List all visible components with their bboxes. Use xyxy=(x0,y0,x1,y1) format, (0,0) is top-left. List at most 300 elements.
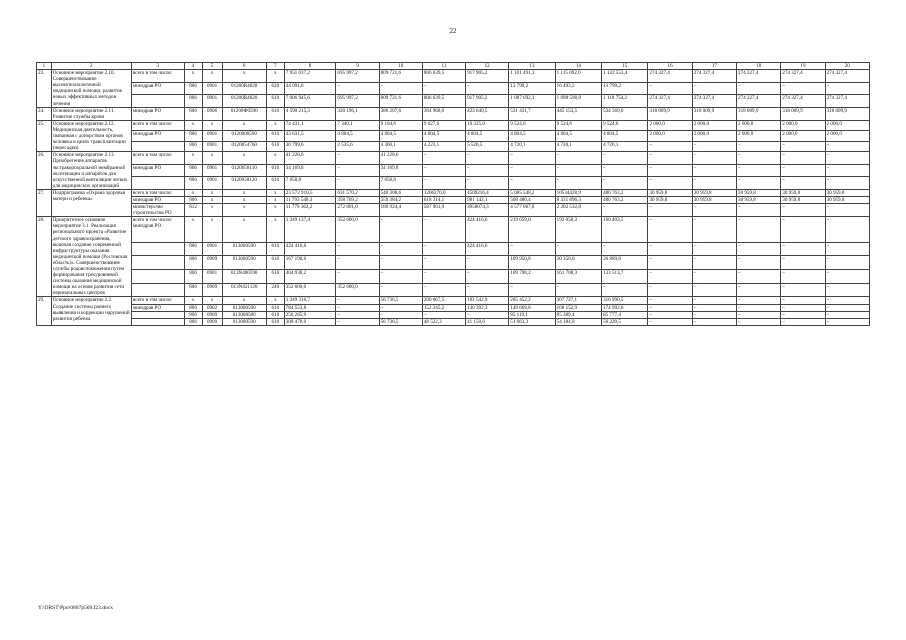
code-cell: х xyxy=(202,152,222,165)
code-cell: х xyxy=(222,204,266,217)
amount-cell: 133 513,7 xyxy=(602,270,648,284)
amount-cell: – xyxy=(466,270,509,284)
amount-cell: – xyxy=(781,152,825,165)
code-cell: 620 xyxy=(266,82,284,95)
table-row xyxy=(37,196,870,203)
amount-cell: – xyxy=(692,297,736,304)
row-number: 25. xyxy=(37,120,52,151)
amount-cell: 917 905,2 xyxy=(466,95,509,108)
amount-cell: 7 058,8 xyxy=(379,177,422,190)
amount-cell: – xyxy=(737,204,781,217)
amount-cell: 2 000,0 xyxy=(692,120,736,130)
amount-cell: – xyxy=(648,204,692,217)
amount-cell: – xyxy=(336,152,379,165)
amount-cell: 2 000,0 xyxy=(825,120,869,130)
code-cell: 240 xyxy=(266,283,284,297)
amount-cell: – xyxy=(737,177,781,190)
code-cell: 806 xyxy=(184,318,202,325)
executor-cell: минздрав РО xyxy=(131,164,184,177)
amount-cell: – xyxy=(422,217,465,242)
amount-cell: 7 906 945,6 xyxy=(284,95,336,108)
code-cell: 806 xyxy=(184,196,202,203)
amount-cell: – xyxy=(825,152,869,165)
code-cell: х xyxy=(222,70,266,83)
amount-cell: – xyxy=(422,82,465,95)
amount-cell: – xyxy=(336,318,379,325)
code-cell: 013008580 xyxy=(222,311,266,318)
code-cell: х xyxy=(266,189,284,196)
amount-cell: 424 416,6 xyxy=(466,217,509,242)
code-cell: х xyxy=(266,152,284,165)
amount-cell: 30 959,8 xyxy=(781,189,825,196)
executor-cell xyxy=(131,318,184,325)
amount-cell: – xyxy=(648,270,692,284)
amount-cell: – xyxy=(692,304,736,311)
amount-cell: 41 150,6 xyxy=(466,318,509,325)
amount-cell: 2 000,0 xyxy=(737,131,781,141)
code-cell: 610 xyxy=(266,131,284,141)
code-cell: 610 xyxy=(266,177,284,190)
header-cell: 10 xyxy=(379,63,422,70)
amount-cell: 30 959,8 xyxy=(781,196,825,203)
amount-cell: – xyxy=(466,283,509,297)
code-cell: 0120058110 xyxy=(222,164,266,177)
amount-cell: 41 228,6 xyxy=(379,152,422,165)
table-row xyxy=(37,177,870,190)
amount-cell: – xyxy=(781,256,825,270)
amount-cell: – xyxy=(825,141,869,152)
code-cell: 610 xyxy=(266,318,284,325)
measure-name: Основное мероприятие 2.11. Развитие службы крови xyxy=(51,107,131,120)
code-cell: 610 xyxy=(266,311,284,318)
code-cell: 0901 xyxy=(202,270,222,284)
table-row xyxy=(37,120,870,130)
code-cell: 013000590 xyxy=(222,242,266,256)
header-cell: 7 xyxy=(266,63,284,70)
code-cell: х xyxy=(202,217,222,242)
amount-cell: 274 327,4 xyxy=(825,70,869,83)
amount-cell: 9 524,6 xyxy=(555,120,601,130)
amount-cell: 41 228,6 xyxy=(284,152,336,165)
amount-cell: 109 950,8 xyxy=(509,256,555,270)
amount-cell: 1 087 692,1 xyxy=(509,95,555,108)
amount-cell: – xyxy=(555,242,601,256)
amount-cell: – xyxy=(692,164,736,177)
amount-cell: 54 184,8 xyxy=(555,318,601,325)
code-cell: 0120054760 xyxy=(222,141,266,152)
code-cell: х xyxy=(266,204,284,217)
table-row xyxy=(37,152,870,165)
amount-cell: – xyxy=(602,204,648,217)
amount-cell: 404 930,2 xyxy=(284,270,336,284)
header-cell: 1 xyxy=(37,63,52,70)
code-cell: 610 xyxy=(266,107,284,120)
code-cell: 013000590 xyxy=(222,304,266,311)
amount-cell: – xyxy=(781,164,825,177)
code-cell: 013000590 xyxy=(222,318,266,325)
amount-cell: 274 327,4 xyxy=(648,70,692,83)
header-cell: 16 xyxy=(648,63,692,70)
code-cell: х xyxy=(202,70,222,83)
amount-cell: – xyxy=(648,318,692,325)
amount-cell: 30 799,6 xyxy=(284,141,336,152)
amount-cell: 30 959,8 xyxy=(825,189,869,196)
amount-cell: – xyxy=(336,256,379,270)
code-cell: 013000590 xyxy=(222,256,266,270)
amount-cell: 161 708,3 xyxy=(555,270,601,284)
code-cell: 0906 xyxy=(202,107,222,120)
amount-cell: – xyxy=(336,311,379,318)
header-cell: 6 xyxy=(222,63,266,70)
code-cell: х xyxy=(202,189,222,196)
amount-cell: 809 721,6 xyxy=(379,95,422,108)
amount-cell: – xyxy=(781,177,825,190)
table-row xyxy=(37,304,870,311)
amount-cell: – xyxy=(602,242,648,256)
amount-cell: 318 009,9 xyxy=(692,107,736,120)
amount-cell: – xyxy=(555,177,601,190)
code-cell: 806 xyxy=(184,107,202,120)
amount-cell: – xyxy=(509,242,555,256)
amount-cell: 4 223,1 xyxy=(422,141,465,152)
amount-cell: – xyxy=(737,304,781,311)
code-cell: 610 xyxy=(266,256,284,270)
amount-cell: – xyxy=(825,164,869,177)
amount-cell: 318 009,9 xyxy=(648,107,692,120)
amount-cell: – xyxy=(648,177,692,190)
table-row xyxy=(37,217,870,242)
amount-cell: 1 349 137,4 xyxy=(284,217,336,242)
table-row xyxy=(37,131,870,141)
header-cell: 8 xyxy=(284,63,336,70)
amount-cell: – xyxy=(422,256,465,270)
amount-cell: – xyxy=(379,270,422,284)
amount-cell: 85 119,1 xyxy=(509,311,555,318)
header-cell: 17 xyxy=(692,63,736,70)
amount-cell: 1 098 598,8 xyxy=(555,95,601,108)
amount-cell: 4 360,1 xyxy=(379,141,422,152)
amount-cell: 109 708,2 xyxy=(509,270,555,284)
code-cell: х xyxy=(184,152,202,165)
executor-cell xyxy=(131,283,184,297)
amount-cell: – xyxy=(422,164,465,177)
amount-cell: 34 169,8 xyxy=(379,164,422,177)
code-cell: 812 xyxy=(184,204,202,217)
amount-cell: 34 169,8 xyxy=(284,164,336,177)
amount-cell: 618 314,1 xyxy=(422,196,465,203)
code-cell: 0909 xyxy=(202,256,222,270)
amount-cell: 256 285,9 xyxy=(284,311,336,318)
amount-cell: – xyxy=(648,164,692,177)
code-cell: 01200Ф0590 xyxy=(222,107,266,120)
amount-cell: – xyxy=(466,177,509,190)
code-cell: 806 xyxy=(184,311,202,318)
executor-cell: всего в том числе: xyxy=(131,120,184,130)
amount-cell: 30 959,8 xyxy=(737,196,781,203)
header-cell: 14 xyxy=(555,63,601,70)
header-cell: 18 xyxy=(737,63,781,70)
amount-cell: – xyxy=(379,304,422,311)
amount-cell: 274 327,4 xyxy=(648,95,692,108)
header-cell: 11 xyxy=(422,63,465,70)
amount-cell: 7 340,1 xyxy=(336,120,379,130)
table-row xyxy=(37,107,870,120)
code-cell: х xyxy=(222,196,266,203)
code-cell: 0901 xyxy=(202,177,222,190)
amount-cell: 4 804,5 xyxy=(555,131,601,141)
amount-cell: 30 959,8 xyxy=(737,189,781,196)
amount-cell: 168 152,9 xyxy=(555,304,601,311)
amount-cell: – xyxy=(692,82,736,95)
amount-cell: – xyxy=(466,82,509,95)
amount-cell: 1 118 754,2 xyxy=(602,95,648,108)
amount-cell: 10 325,0 xyxy=(466,120,509,130)
executor-cell: всего в том числе: минздрав РО xyxy=(131,217,184,242)
amount-cell: – xyxy=(648,283,692,297)
amount-cell: 74 431,1 xyxy=(284,120,336,130)
amount-cell: – xyxy=(692,283,736,297)
amount-cell: – xyxy=(692,141,736,152)
code-cell: 806 xyxy=(184,95,202,108)
code-cell: 806 xyxy=(184,141,202,152)
amount-cell: 30 959,8 xyxy=(648,196,692,203)
amount-cell: – xyxy=(422,242,465,256)
amount-cell: 359 384,2 xyxy=(379,196,422,203)
header-cell: 13 xyxy=(509,63,555,70)
amount-cell: 318 009,9 xyxy=(825,107,869,120)
table-row xyxy=(37,242,870,256)
code-cell: 610 xyxy=(266,95,284,108)
amount-cell: 9 027,6 xyxy=(422,120,465,130)
amount-cell: 1206270,0 xyxy=(422,189,465,196)
table-row xyxy=(37,70,870,83)
amount-cell: – xyxy=(648,217,692,242)
amount-cell: 352 600,0 xyxy=(336,217,379,242)
amount-cell: – xyxy=(781,242,825,256)
amount-cell: 587 961,9 xyxy=(422,204,465,217)
amount-cell: – xyxy=(737,152,781,165)
amount-cell: 424 416,6 xyxy=(284,242,336,256)
header-cell: 2 xyxy=(51,63,131,70)
amount-cell: – xyxy=(825,270,869,284)
code-cell: х xyxy=(202,120,222,130)
amount-cell: – xyxy=(602,283,648,297)
code-cell: 610 xyxy=(266,141,284,152)
amount-cell: 423 640,5 xyxy=(466,107,509,120)
amount-cell: – xyxy=(781,297,825,304)
code-cell: 0901 xyxy=(202,82,222,95)
amount-cell: 695 997,2 xyxy=(336,95,379,108)
amount-cell: 274 327,4 xyxy=(692,95,736,108)
header-cell: 9 xyxy=(336,63,379,70)
amount-cell: 2 535,6 xyxy=(336,141,379,152)
code-cell: 013N421120 xyxy=(222,283,266,297)
amount-cell: – xyxy=(648,152,692,165)
amount-cell: 4 804,5 xyxy=(422,131,465,141)
code-cell: 806 xyxy=(184,177,202,190)
code-cell: 013N400590 xyxy=(222,270,266,284)
code-cell: 01200R4020 xyxy=(222,95,266,108)
amount-cell: 7 951 037,2 xyxy=(284,70,336,83)
measure-name: Основное мероприятие 2.12. Медицинская деятельность, связанная с донорством органов человека в целях трансплантации (пересадки) xyxy=(51,120,131,151)
amount-cell: – xyxy=(825,82,869,95)
amount-cell: 10534428,9 xyxy=(555,189,601,196)
code-cell: 0901 xyxy=(202,141,222,152)
amount-cell: 23 572 910,5 xyxy=(284,189,336,196)
amount-cell: – xyxy=(825,217,869,242)
code-cell: х xyxy=(266,120,284,130)
code-cell: х xyxy=(222,120,266,130)
code-cell: 0902 xyxy=(202,304,222,311)
amount-cell: 140 392,3 xyxy=(466,304,509,311)
amount-cell: 274 327,4 xyxy=(737,70,781,83)
amount-cell: – xyxy=(555,164,601,177)
amount-cell: 4 590 215,3 xyxy=(284,107,336,120)
amount-cell: 13 799,2 xyxy=(602,82,648,95)
code-cell: х xyxy=(266,297,284,304)
code-cell: 0909 xyxy=(202,311,222,318)
amount-cell: 13 799,2 xyxy=(509,82,555,95)
amount-cell: 4509216,4 xyxy=(466,189,509,196)
amount-cell: 11 793 548,3 xyxy=(284,196,336,203)
amount-cell: 7 058,8 xyxy=(284,177,336,190)
amount-cell: 1 115 092,0 xyxy=(555,70,601,83)
amount-cell: – xyxy=(825,283,869,297)
amount-cell: 26 889,8 xyxy=(602,256,648,270)
amount-cell: 274 327,4 xyxy=(825,95,869,108)
amount-cell: 981 142,1 xyxy=(466,196,509,203)
amount-cell: – xyxy=(737,256,781,270)
amount-cell: – xyxy=(825,297,869,304)
amount-cell: 4 804,5 xyxy=(379,131,422,141)
executor-cell: министерство строительства РО xyxy=(131,204,184,217)
amount-cell: – xyxy=(781,204,825,217)
code-cell: 806 xyxy=(184,283,202,297)
table-row xyxy=(37,95,870,108)
code-cell: 0901 xyxy=(202,131,222,141)
amount-cell: 806 639,5 xyxy=(422,70,465,83)
amount-cell: – xyxy=(336,304,379,311)
executor-cell: минздрав РО xyxy=(131,196,184,203)
amount-cell: 3958074,3 xyxy=(466,204,509,217)
amount-cell: – xyxy=(336,270,379,284)
amount-cell: – xyxy=(422,152,465,165)
amount-cell: 5 520,5 xyxy=(466,141,509,152)
amount-cell: 30 959,8 xyxy=(825,196,869,203)
amount-cell: 695 997,2 xyxy=(336,70,379,83)
amount-cell: 508 480,4 xyxy=(509,196,555,203)
header-cell: 19 xyxy=(781,63,825,70)
amount-cell: – xyxy=(737,164,781,177)
amount-cell: – xyxy=(336,297,379,304)
budget-table xyxy=(36,62,870,326)
amount-cell: 48 522,3 xyxy=(422,318,465,325)
amount-cell: – xyxy=(466,164,509,177)
row-number: 27. xyxy=(37,189,52,216)
amount-cell: 917 905,2 xyxy=(466,70,509,83)
amount-cell: – xyxy=(648,311,692,318)
amount-cell: – xyxy=(379,82,422,95)
amount-cell: 181 542,9 xyxy=(466,297,509,304)
amount-cell: 274 327,4 xyxy=(781,95,825,108)
code-cell: 806 xyxy=(184,131,202,141)
amount-cell: – xyxy=(466,311,509,318)
amount-cell: – xyxy=(692,204,736,217)
amount-cell: – xyxy=(737,318,781,325)
amount-cell: 167 190,6 xyxy=(284,256,336,270)
amount-cell: – xyxy=(692,177,736,190)
table-row xyxy=(37,283,870,297)
amount-cell: 320 196,1 xyxy=(336,107,379,120)
code-cell: 0901 xyxy=(202,242,222,256)
amount-cell: – xyxy=(379,256,422,270)
file-path-footer: Y:\ORST\Ppo\0807p569.f23.docx xyxy=(38,605,113,611)
amount-cell: – xyxy=(509,177,555,190)
amount-cell: – xyxy=(602,164,648,177)
amount-cell: 200 867,5 xyxy=(422,297,465,304)
code-cell: х xyxy=(266,196,284,203)
executor-cell: минздрав РО xyxy=(131,131,184,141)
amount-cell: – xyxy=(692,311,736,318)
amount-cell: – xyxy=(781,311,825,318)
amount-cell: 160 403,5 xyxy=(602,217,648,242)
amount-cell: 2 000,0 xyxy=(737,120,781,130)
table-row xyxy=(37,311,870,318)
code-cell: 806 xyxy=(184,242,202,256)
table-row xyxy=(37,256,870,270)
amount-cell: 4 577 067,8 xyxy=(509,204,555,217)
code-cell: х xyxy=(184,297,202,304)
code-cell: 01200R4020 xyxy=(222,82,266,95)
row-number: 26. xyxy=(37,152,52,190)
amount-cell: – xyxy=(692,318,736,325)
amount-cell: – xyxy=(422,270,465,284)
amount-cell: 308 478,0 xyxy=(284,318,336,325)
amount-cell: – xyxy=(781,283,825,297)
code-cell: 806 xyxy=(184,270,202,284)
amount-cell: – xyxy=(692,256,736,270)
executor-cell: всего в том числе: xyxy=(131,297,184,304)
amount-cell: – xyxy=(692,152,736,165)
amount-cell: – xyxy=(825,242,869,256)
code-cell: 0909 xyxy=(202,283,222,297)
code-cell: х xyxy=(184,217,202,242)
amount-cell: – xyxy=(648,304,692,311)
amount-cell: 180 924,4 xyxy=(379,204,422,217)
amount-cell: – xyxy=(781,304,825,311)
amount-cell: 4 720,1 xyxy=(509,141,555,152)
code-cell: х xyxy=(222,297,266,304)
measure-name: Приоритетное основное мероприятие 3.1. Реализация регионального проекта «Развитие детского здравоохранения, включая создание современной инфраструктуры оказания медицинской помощи (Ростовская область)». Совершенствование службы родовспоможения путем формирования трехуровневой системы оказания медицинской помощи на основе развития сети перинатальных центров xyxy=(51,217,131,297)
amount-cell: – xyxy=(422,177,465,190)
row-number: 23. xyxy=(37,70,52,108)
executor-cell xyxy=(131,177,184,190)
amount-cell: – xyxy=(379,217,422,242)
amount-cell: 4 804,5 xyxy=(336,131,379,141)
amount-cell: 534 569,0 xyxy=(602,107,648,120)
amount-cell: – xyxy=(336,177,379,190)
code-cell: 0901 xyxy=(202,95,222,108)
amount-cell: – xyxy=(737,141,781,152)
amount-cell: – xyxy=(509,164,555,177)
executor-cell: всего в том числе: xyxy=(131,189,184,196)
amount-cell: 2 000,0 xyxy=(648,120,692,130)
header-cell: 4 xyxy=(184,63,202,70)
header-cell: 15 xyxy=(602,63,648,70)
table-row xyxy=(37,297,870,304)
amount-cell: – xyxy=(781,217,825,242)
amount-cell: 318 009,9 xyxy=(737,107,781,120)
